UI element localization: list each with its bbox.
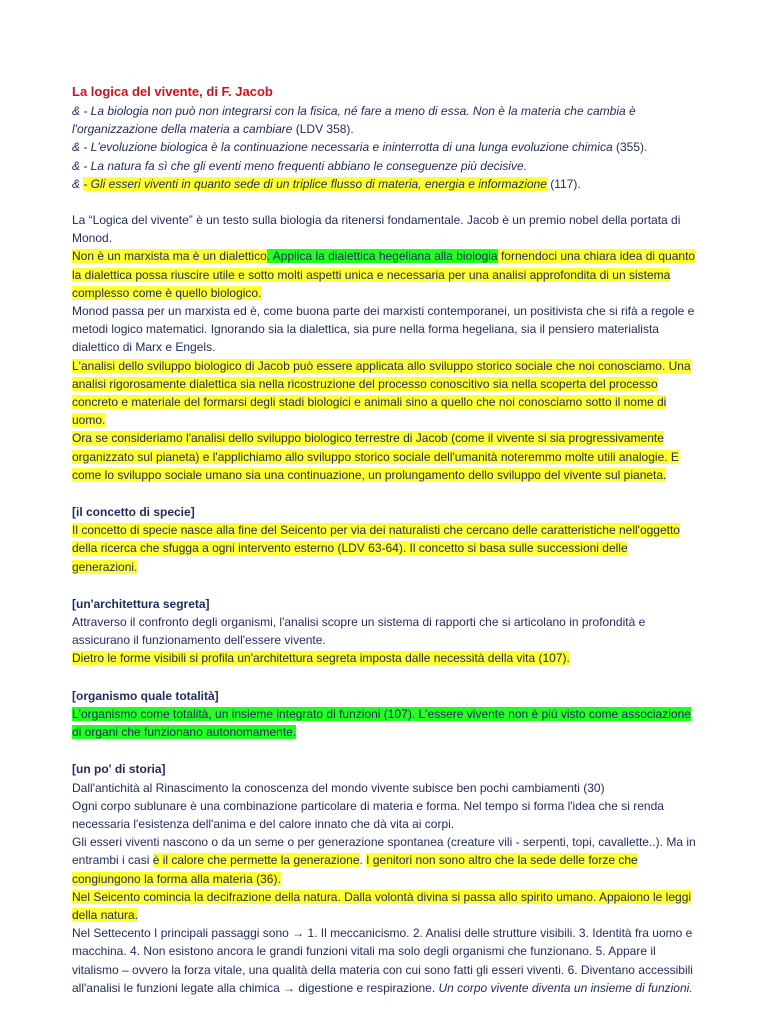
paragraph: [72, 357, 696, 430]
paragraph: [72, 705, 696, 741]
document-page: [72, 82, 696, 997]
highlight-yellow: Dietro le forme visibili si profila un'architettura segreta imposta dalle necessità della vita (107).: [72, 651, 570, 666]
quote-ref: (LDV 358).: [292, 122, 354, 137]
italic-text: Un corpo vivente diventa un insieme di funzioni.: [438, 980, 693, 995]
paragraph: Ogni corpo sublunare è una combinazione particolare di materia e forma. Nel tempo si forma l'idea che si renda necessaria l'esistenza dell'anima e del calore innato che dà vita ai corpi.: [72, 798, 664, 831]
quote-text: - Gli esseri viventi in quanto sede di un triplice flusso di materia, energia e informazione: [83, 176, 547, 191]
section-architettura: [72, 595, 696, 668]
highlight-yellow: fornendoci una chiara idea di quanto la dialettica possa riuscire utile e sotto molti aspetti unica e necessaria per una analisi approfondita di un sistema complesso come è quello biologico.: [72, 249, 696, 300]
paragraph: Attraverso il confronto degli organismi, l'analisi scopre un sistema di rapporti che si articolano in profondità e assicurano il funzionamento dell'essere vivente.: [72, 615, 646, 648]
quote-text: La biologia non può non integrarsi con la fisica, né fare a meno di essa. Non è la materia che cambia è l'organizzazione della materia a cambiare: [72, 104, 636, 137]
section-title: [organismo quale totalità]: [72, 688, 219, 703]
quote-item: [72, 175, 696, 193]
highlight-green: L'organismo come totalità, un insieme integrato di funzioni (107). L'essere vivente non è più visto come associazione di organi che funzionano autonomamente.: [72, 706, 691, 740]
highlight-yellow: è il calore che permette la generazione: [152, 853, 360, 868]
section-title: [un po' di storia]: [72, 762, 166, 777]
quote-marker: & -: [72, 158, 91, 173]
text-span: Nel Settecento I principali passaggi sono → 1. Il meccanicismo. 2. Analisi delle strutture visibili. 3. Identità fra uomo e macchina. 4. Non esistono ancora le grandi funzioni vitali ma solo degli organismi che funzionano. 5. Appare il vitalismo – ovvero la forza vitale, una qualità della materia con cui sono fatti gli esseri viventi. 6. Diventano accessibili all'analisi le funzioni legate alla chimica → digestione e respirazione.: [72, 926, 693, 995]
highlight-yellow: L'analisi dello sviluppo biologico di Jacob può essere applicata allo sviluppo storico sociale che noi conosciamo. Una analisi rigorosamente dialettica sia nella ricostruzione del processo conoscitivo sia nella scoperta del processo concreto e materiale del formarsi degli stadi biologici e animali sino a quello che noi conosciamo sotto il nome di uomo.: [72, 358, 691, 428]
paragraph: Dall'antichità al Rinascimento la conoscenza del mondo vivente subisce ben pochi cambiamenti (30): [72, 780, 605, 795]
highlight-yellow: Ora se consideriamo l'analisi dello sviluppo biologico terrestre di Jacob (come il vivente si sia progressivamente organizzato sul pianeta) e l'applichiamo allo sviluppo storico sociale dell'umanità noteremmo molte utili analogie. E come lo sviluppo sociale umano sia una continuazione, un prolungamento dello sviluppo del vivente sul pianeta.: [72, 431, 679, 482]
section-title: [un'architettura segreta]: [72, 596, 210, 611]
quote-marker: &: [72, 176, 84, 191]
paragraph: [72, 521, 696, 576]
quote-item: [72, 102, 696, 138]
document-title: La logica del vivente, di F. Jacob: [72, 84, 273, 99]
paragraph: La “Logica del vivente” è un testo sulla biologia da ritenersi fondamentale. Jacob è un premio nobel della portata di Monod.: [72, 213, 681, 246]
paragraph: [72, 924, 696, 997]
intro-section: [72, 211, 696, 484]
highlight-yellow: Nel Seicento comincia la decifrazione della natura. Dalla volontà divina si passa allo spirito umano. Appaiono le leggi della natura.: [72, 889, 692, 922]
quote-item: [72, 138, 696, 156]
paragraph: [72, 429, 696, 484]
highlight-yellow: Non è un marxista ma è un dialettico: [72, 249, 267, 264]
paragraph: [72, 833, 696, 888]
quote-ref: (355).: [612, 140, 648, 155]
quote-text: L'evoluzione biologica è la continuazione necessaria e ininterrotta di una lunga evoluzione chimica: [90, 140, 613, 155]
paragraph: [72, 888, 696, 924]
highlight-yellow: Il concetto di specie nasce alla fine del Seicento per via dei naturalisti che cercano delle caratteristiche nell'oggetto della ricerca che sfugga a ogni intervento esterno (LDV 63-64). Il concetto si basa sulle successioni delle generazioni.: [72, 523, 680, 574]
section-specie: [72, 503, 696, 576]
paragraph: [72, 247, 696, 302]
highlight-green: . Applica la dialettica hegeliana alla biologia: [266, 249, 498, 264]
text-span: Gli esseri viventi nascono o da un seme o per generazione spontanea (creature vili - serpenti, topi, cavallette..). Ma in entrambi i casi: [72, 835, 696, 868]
section-storia: [72, 760, 696, 997]
quote-list: [72, 102, 696, 193]
quote-ref: (117).: [546, 176, 581, 191]
quote-item: [72, 157, 696, 175]
section-organismo: [72, 687, 696, 742]
paragraph: Monod passa per un marxista ed è, come buona parte dei marxisti contemporanei, un positivista che si rifà a regole e metodi logico matematici. Ignorando sia la dialettica, sia pure nella forma hegeliana, sia il pensiero materialista dialettico di Marx e Engels.: [72, 304, 695, 355]
quote-text: La natura fa sì che gli eventi meno frequenti abbiano le conseguenze più decisive.: [90, 158, 527, 173]
paragraph: [72, 649, 696, 667]
quote-marker: & -: [72, 104, 91, 118]
text-span: .: [359, 853, 367, 868]
highlight-yellow: I genitori non sono altro che la sede delle forze che congiungono la forma alla materia (36).: [72, 853, 638, 886]
quote-marker: & -: [72, 140, 91, 155]
section-title: [il concetto di specie]: [72, 505, 195, 520]
